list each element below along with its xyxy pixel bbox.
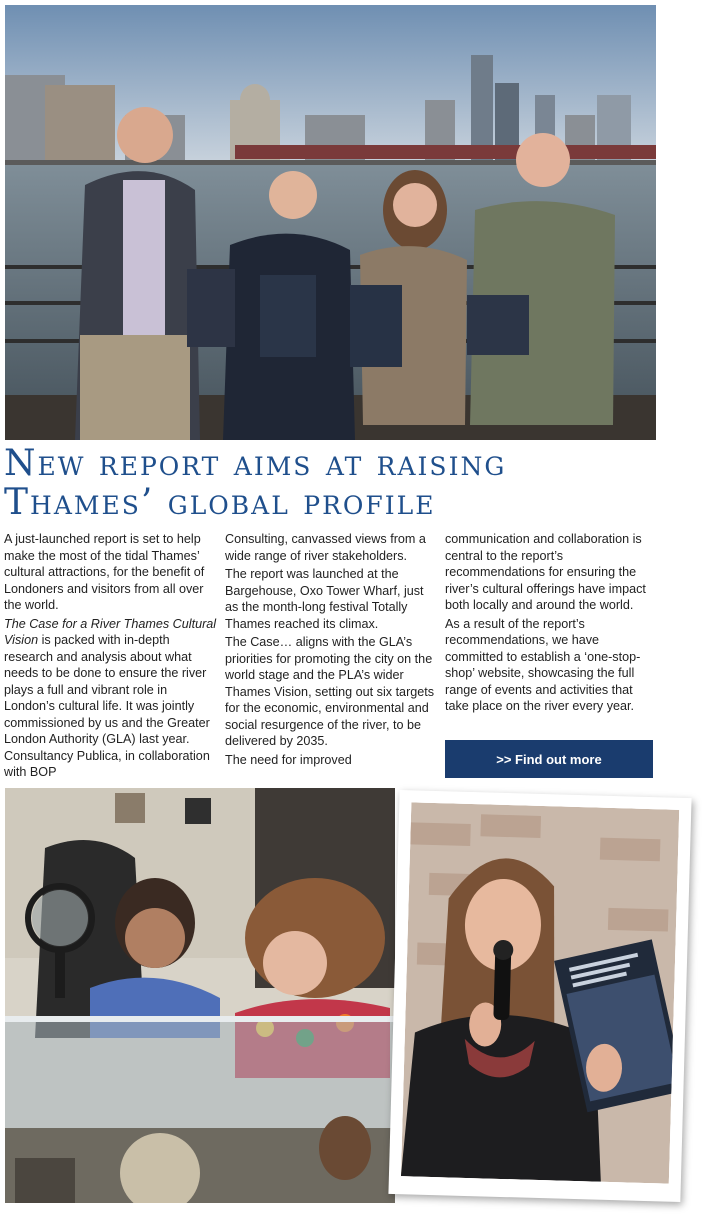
col2-paragraph-4: The need for improved: [225, 752, 352, 767]
col3-paragraph-1: communication and collaboration is central to the report’s recommendations for ensuring the river’s cultural offerings have impact both locally and around the world.: [445, 532, 646, 612]
col1-paragraph-2-text: is packed with in-depth research and analysis about what needs to be done to ensure the river plays a full and vibrant role in London’s cultural life. It was jointly commissioned by us and the Greater London Authority (GLA) last year. Consultancy Publica, in collaboration with BOP: [4, 633, 210, 779]
launch-photo-illustration: [5, 5, 656, 440]
col3-paragraph-2: As a result of the report’s recommendations, we have committed to establish a ‘one-stop-shop’ website, showcasing the full range of events and activities that take place on the river every year.: [445, 616, 641, 713]
children-photo-illustration: [5, 788, 395, 1203]
speaker-photo-illustration: [401, 802, 679, 1183]
article-column-2: [225, 531, 438, 770]
col1-paragraph-1: A just-launched report is set to help make the most of the tidal Thames’ cultural attractions, for the benefit of Londoners and visitors from all over the world.: [4, 532, 205, 612]
find-out-more-button[interactable]: >> Find out more: [445, 740, 653, 778]
col1-paragraph-2: [4, 616, 217, 781]
article-column-3: [445, 531, 658, 717]
headline-line-1: New report aims at raising: [4, 443, 507, 484]
photo-speaker-frame: [388, 790, 696, 1210]
photo-children-display: [5, 788, 395, 1203]
photo-launch-group: [5, 5, 656, 440]
col2-paragraph-3: The Case… aligns with the GLA’s priorities for promoting the city on the world stage and the PLA’s wider Thames Vision, setting out six targets for the economic, environmental and social resurgence of the river, to be delivered by 2035.: [225, 635, 435, 748]
report-title: The Case for a River Thames Cultural Vision: [4, 616, 217, 647]
polaroid-card: [388, 790, 691, 1202]
col2-paragraph-1: Consulting, canvassed views from a wide range of river stakeholders.: [225, 532, 426, 563]
headline-line-2: Thames’ global profile: [4, 482, 436, 523]
article-headline: [4, 444, 664, 522]
col2-paragraph-2: The report was launched at the Bargehouse, Oxo Tower Wharf, just as the month-long festival Totally Thames reached its climax.: [225, 567, 424, 631]
article-column-1: [4, 531, 217, 783]
photo-speaker: [401, 802, 679, 1183]
